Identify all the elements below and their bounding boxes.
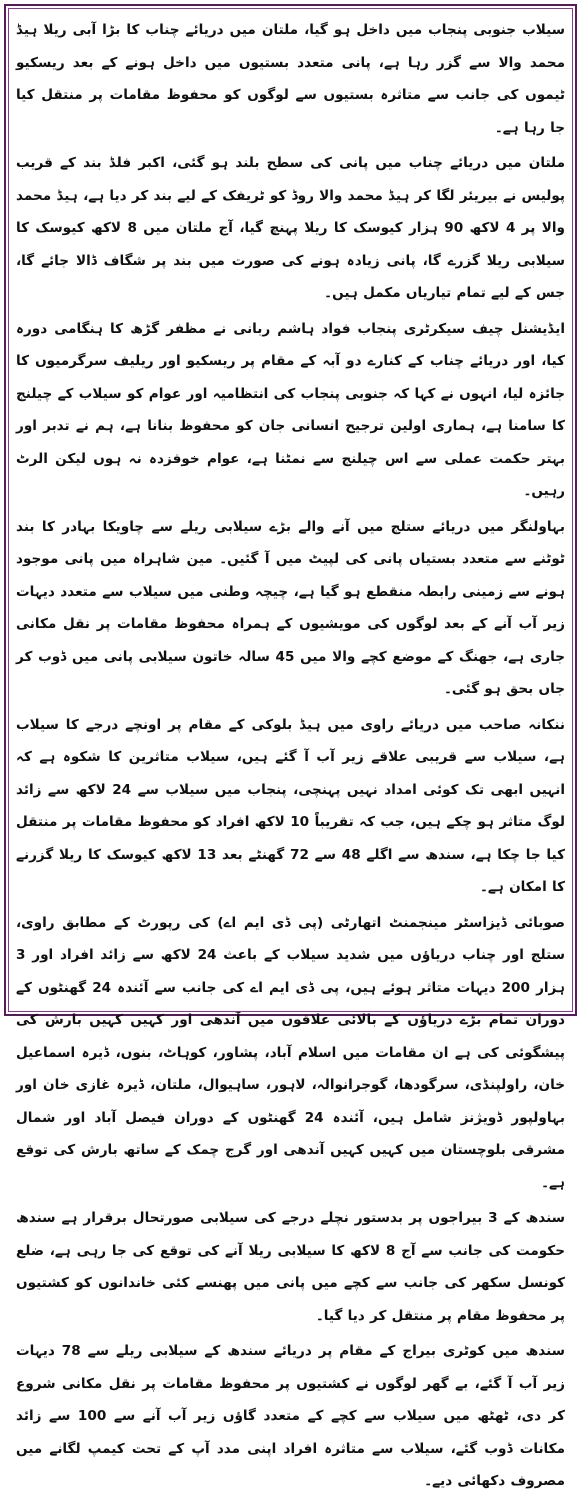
article-paragraph-4: بہاولنگر میں دریائے ستلج میں آنے والے بڑے سیلابی ریلے سے چاویکا بہادر کا بند ٹوٹنے سے متعدد بستیاں پانی کی لپیٹ میں آ گئیں۔ مین شاہراہ میں پانی موجود ہونے سے زمینی رابطہ منقطع ہو گیا ہے، چیچہ وطنی میں سیلاب سے متعدد دیہات زیر آب آنے کے بعد لوگوں کی مویشیوں کے ہمراہ محفوظ مقامات پر نقل مکانی جاری ہے، جھنگ کے موضع کچے والا میں 45 سالہ خاتون سیلابی پانی میں ڈوب کر جاں بحق ہو گئی۔ — [16, 518, 566, 697]
article-frame — [4, 4, 577, 1489]
article-paragraph-7: سندھ کے 3 بیراجوں پر بدستور نچلے درجے کی سیلابی صورتحال برقرار ہے سندھ حکومت کی جانب سے آج 8 لاکھ کا سیلابی ریلا آنے کی توقع کی جا رہی ہے، ضلع کونسل سکھر کی جانب سے کچے میں پانی میں پھنسے کئی خاندانوں کو کشتیوں پر محفوظ مقام پر منتقل کر دیا گیا۔ — [16, 1210, 565, 1324]
article-paragraph-3: ایڈیشنل چیف سیکرٹری پنجاب فواد ہاشم ربانی نے مظفر گڑھ کا ہنگامی دورہ کیا، اور دریائے چناب کے کنارے دو آبہ کے مقام پر ریسکیو اور ریلیف سرگرمیوں کا جائزہ لیا، انہوں نے کہا کہ جنوبی پنجاب کی انتظامیہ اور عوام کو سیلاب کے چیلنج کا سامنا ہے، ہماری اولین ترجیح انسانی جان کو محفوظ بنانا ہے، ہم نے تدبر اور بہتر حکمت عملی سے اس چیلنج سے نمٹنا ہے، عوام خوفزدہ نہ ہوں لیکن الرٹ رہیں۔ — [16, 320, 565, 499]
article-paragraph-5: ننکانہ صاحب میں دریائے راوی میں ہیڈ بلوکی کے مقام پر اونچے درجے کا سیلاب ہے، سیلاب سے قریبی علاقے زیر آب آ گئے ہیں، سیلاب متاثرین کا شکوہ ہے کہ انہیں ابھی تک کوئی امداد نہیں پہنچی، پنجاب میں سیلاب سے 24 لاکھ سے زائد لوگ متاثر ہو چکے ہیں، جب کہ تقریباً 10 لاکھ افراد کو محفوظ مقامات پر منتقل کیا جا چکا ہے، سندھ سے اگلے 48 سے 72 گھنٹے بعد 13 لاکھ کیوسک کا ریلا گزرنے کا امکان ہے۔ — [16, 716, 565, 895]
article-paragraph-8: سندھ میں کوٹری بیراج کے مقام پر دریائے سندھ کے سیلابی ریلے سے 78 دیہات زیر آب آ گئے، بے گھر لوگوں نے کشتیوں پر محفوظ مقامات پر نقل مکانی شروع کر دی، ٹھٹھ میں سیلاب سے کچے کے متعدد گاؤں زیر آب آنے سے 100 سے زائد مکانات ڈوب گئے، سیلاب سے متاثرہ افراد اپنی مدد آپ کے تحت کیمپ لگانے میں مصروف دکھائی دیے۔ — [16, 1343, 565, 1489]
article-paragraph-1: سیلاب جنوبی پنجاب میں داخل ہو گیا، ملتان میں دریائے چناب کا بڑا آبی ریلا ہیڈ محمد والا سے گزر رہا ہے، پانی متعدد بستیوں میں داخل ہونے کے بعد ریسکیو ٹیموں کی جانب سے متاثرہ بستیوں سے لوگوں کو محفوظ مقامات پر منتقل کیا جا رہا ہے۔ — [16, 22, 565, 136]
article-paragraph-2: ملتان میں دریائے چناب میں پانی کی سطح بلند ہو گئی، اکبر فلڈ بند کے قریب پولیس نے بیریئر لگا کر ہیڈ محمد والا روڈ کو ٹریفک کے لیے بند کر دیا ہے، ہیڈ محمد والا پر 4 لاکھ 90 ہزار کیوسک کا ریلا پہنچ گیا، آج ملتان میں 8 لاکھ کیوسک کا سیلابی ریلا گزرے گا، پانی زیادہ ہونے کی صورت میں بند پر شگاف ڈالا جائے گا، جس کے لیے تمام تیاریاں مکمل ہیں۔ — [16, 155, 565, 301]
article-paragraph-6: صوبائی ڈیزاسٹر مینجمنٹ اتھارٹی (پی ڈی ایم اے) کی رپورٹ کے مطابق راوی، ستلج اور چناب دریاؤں میں شدید سیلاب کے باعث 24 لاکھ سے زائد افراد اور 3 ہزار 200 دیہات متاثر ہوئے ہیں، پی ڈی ایم اے کی جانب سے آئندہ 24 گھنٹوں کے دوران تمام بڑے دریاؤں کے بالائی علاقوں میں آندھی اور کہیں کہیں بارش کی پیشگوئی کی ہے ان مقامات میں اسلام آباد، پشاور، کوہاٹ، بنوں، ڈیرہ اسماعیل خان، راولپنڈی، سرگودھا، گوجرانوالہ، لاہور، ساہیوال، ملتان، ڈیرہ غازی خان اور بہاولپور ڈویژنز شامل ہیں، آئندہ 24 گھنٹوں کے دوران فیصل آباد اور شمال مشرقی بلوچستان میں کہیں کہیں آندھی اور گرج چمک کے ساتھ بارش کی توقع ہے۔ — [16, 914, 565, 1191]
